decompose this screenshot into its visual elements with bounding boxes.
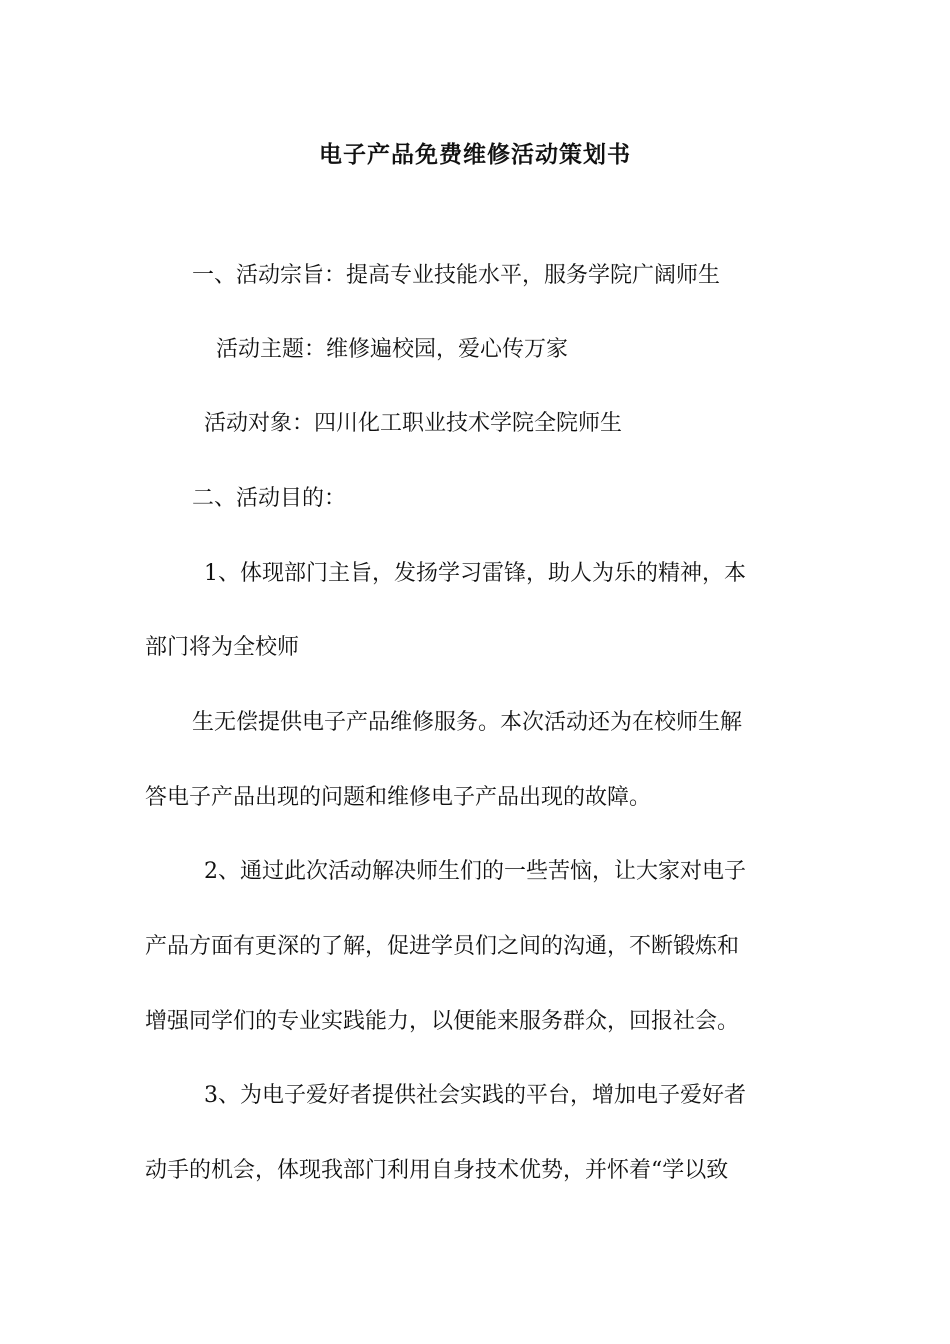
goal-2-line-1: 2、通过此次活动解决师生们的一些苦恼，让大家对电子 <box>204 859 746 884</box>
goal-1-line-4: 答电子产品出现的问题和维修电子产品出现的故障。 <box>145 785 652 810</box>
goal-2-line-2: 产品方面有更深的了解，促进学员们之间的沟通，不断锻炼和 <box>145 934 740 959</box>
goal-1-line-2: 部门将为全校师 <box>145 635 300 660</box>
purpose-line: 一、活动宗旨：提高专业技能水平，服务学院广阔师生 <box>192 263 721 288</box>
goal-1-line-3: 生无偿提供电子产品维修服务。本次活动还为在校师生解 <box>192 710 743 735</box>
goal-1-line-1: 1、体现部门主旨，发扬学习雷锋，助人为乐的精神，本 <box>204 561 746 586</box>
goal-3-line-1: 3、为电子爱好者提供社会实践的平台，增加电子爱好者 <box>204 1083 746 1108</box>
goals-heading: 二、活动目的： <box>192 486 347 511</box>
document-title: 电子产品免费维修活动策划书 <box>319 141 631 168</box>
goal-3-line-2: 动手的机会，体现我部门利用自身技术优势，并怀着“学以致 <box>145 1158 729 1183</box>
goal-2-line-3: 增强同学们的专业实践能力，以便能来服务群众，回报社会。 <box>145 1009 740 1034</box>
audience-line: 活动对象：四川化工职业技术学院全院师生 <box>204 411 623 436</box>
theme-line: 活动主题：维修遍校园，爱心传万家 <box>216 337 569 362</box>
